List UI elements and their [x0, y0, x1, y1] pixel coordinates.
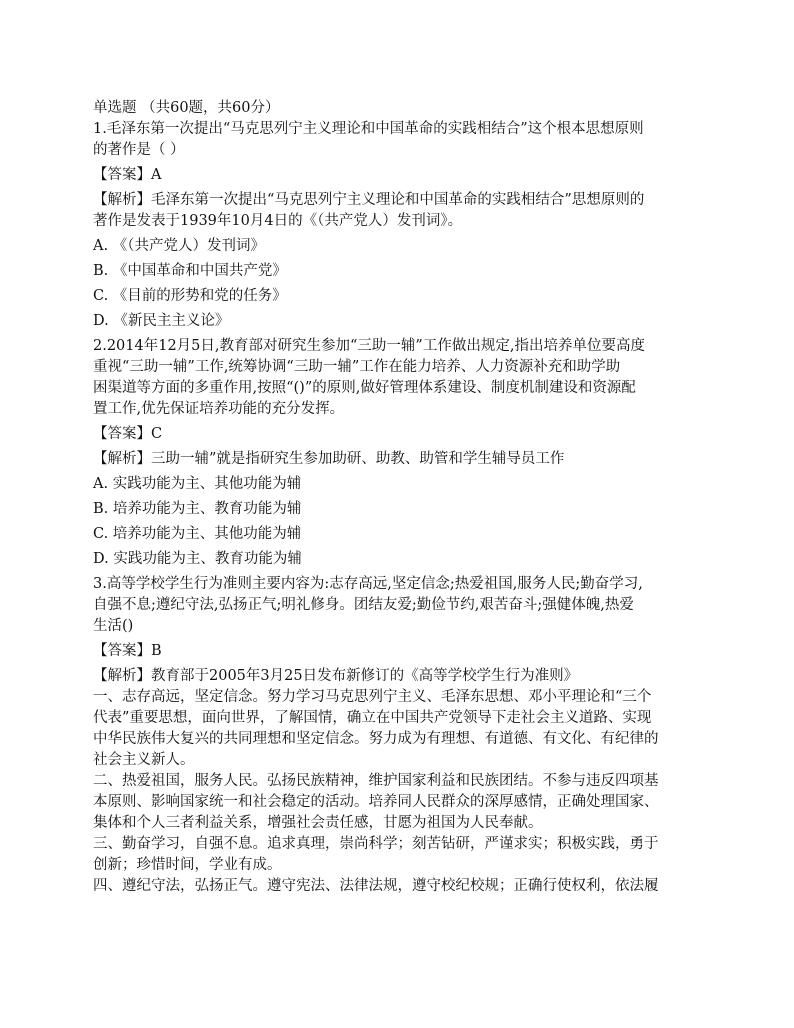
analysis-line: 二、热爱祖国，服务人民。弘扬民族精神，维护国家利益和民族团结。不参与违反四项基: [93, 773, 659, 789]
question-stem-line: 置工作,优先保证培养功能的充分发挥。: [93, 401, 345, 417]
question-stem-line: 生活(): [93, 618, 134, 634]
analysis-line: 【解析】教育部于2005年3月25日发布新修订的《高等学校学生行为准则》: [93, 668, 579, 684]
answer-label: 【答案】B: [93, 643, 162, 659]
analysis-line: 本原则、影响国家统一和社会稳定的活动。培养同人民群众的深厚感情，正确处理国家、: [93, 794, 659, 810]
question-stem-line: 3.高等学校学生行为准则主要内容为:志存高远,坚定信念;热爱祖国,服务人民;勤奋学习,: [93, 576, 643, 592]
question-stem-line: 的著作是（ ）: [93, 142, 185, 158]
analysis-line: 三、勤奋学习，自强不息。追求真理，崇尚科学；刻苦钻研，严谨求实；积极实践，勇于: [93, 836, 659, 852]
question-3: [93, 574, 705, 897]
analysis-line: 代表”重要思想，面向世界，了解国情，确立在中国共产党领导下走社会主义道路、实现: [93, 710, 652, 726]
question-stem-line: 2.2014年12月5日,教育部对研究生参加“三助一辅”工作做出规定,指出培养单位要高度: [93, 338, 645, 354]
question-stem-line: 自强不息;遵纪守法,弘扬正气;明礼修身。团结友爱;勤俭节约,艰苦奋斗;强健体魄,热爱: [93, 597, 634, 613]
analysis-line: 四、遵纪守法，弘扬正气。遵守宪法、法律法规，遵守校纪校规；正确行使权利，依法履: [93, 878, 659, 894]
section-header: 单选题 （共60题，共60分）: [93, 100, 280, 116]
analysis-line: 中华民族伟大复兴的共同理想和坚定信念。努力成为有理想、有道德、有文化、有纪律的: [93, 731, 659, 747]
question-stem-line: 重视“三助一辅”工作,统筹协调“三助一辅”工作在能力培养、人力资源补充和助学助: [93, 359, 621, 375]
analysis-line: 创新；珍惜时间，学业有成。: [93, 857, 282, 873]
answer-label: 【答案】A: [93, 167, 162, 183]
question-1: [93, 119, 705, 332]
option-c: C. 《目前的形势和党的任务》: [93, 288, 287, 304]
document-content: [93, 98, 705, 897]
analysis-line: 【解析】三助一辅”就是指研究生参加助研、助教、助管和学生辅导员工作: [93, 451, 565, 467]
analysis-line: 著作是发表于1939年10月4日的《（共产党人）发刊词》。: [93, 213, 463, 229]
analysis-line: 【解析】毛泽东第一次提出“马克思列宁主义理论和中国革命的实践相结合”思想原则的: [93, 192, 645, 208]
option-b: B. 培养功能为主、教育功能为辅: [93, 501, 302, 517]
question-stem-line: 1.毛泽东第一次提出“马克思列宁主义理论和中国革命的实践相结合”这个根本思想原则: [93, 121, 644, 137]
question-stem-line: 困渠道等方面的多重作用,按照“()”的原则,做好管理体系建设、制度机制建设和资源配: [93, 380, 636, 396]
option-a: A. 实践功能为主、其他功能为辅: [93, 476, 302, 492]
analysis-line: 一、志存高远，坚定信念。努力学习马克思列宁主义、毛泽东思想、邓小平理论和“三个: [93, 689, 652, 705]
option-a: A. 《（共产党人）发刊词》: [93, 238, 265, 254]
option-d: D. 《新民主主义论》: [93, 313, 230, 329]
answer-label: 【答案】C: [93, 426, 163, 442]
question-2: [93, 336, 705, 570]
option-d: D. 实践功能为主、教育功能为辅: [93, 551, 302, 567]
analysis-line: 社会主义新人。: [93, 752, 195, 768]
analysis-line: 集体和个人三者利益关系，增强社会责任感，甘愿为祖国为人民奉献。: [93, 815, 543, 831]
option-c: C. 培养功能为主、其他功能为辅: [93, 526, 302, 542]
option-b: B. 《中国革命和中国共产党》: [93, 263, 287, 279]
